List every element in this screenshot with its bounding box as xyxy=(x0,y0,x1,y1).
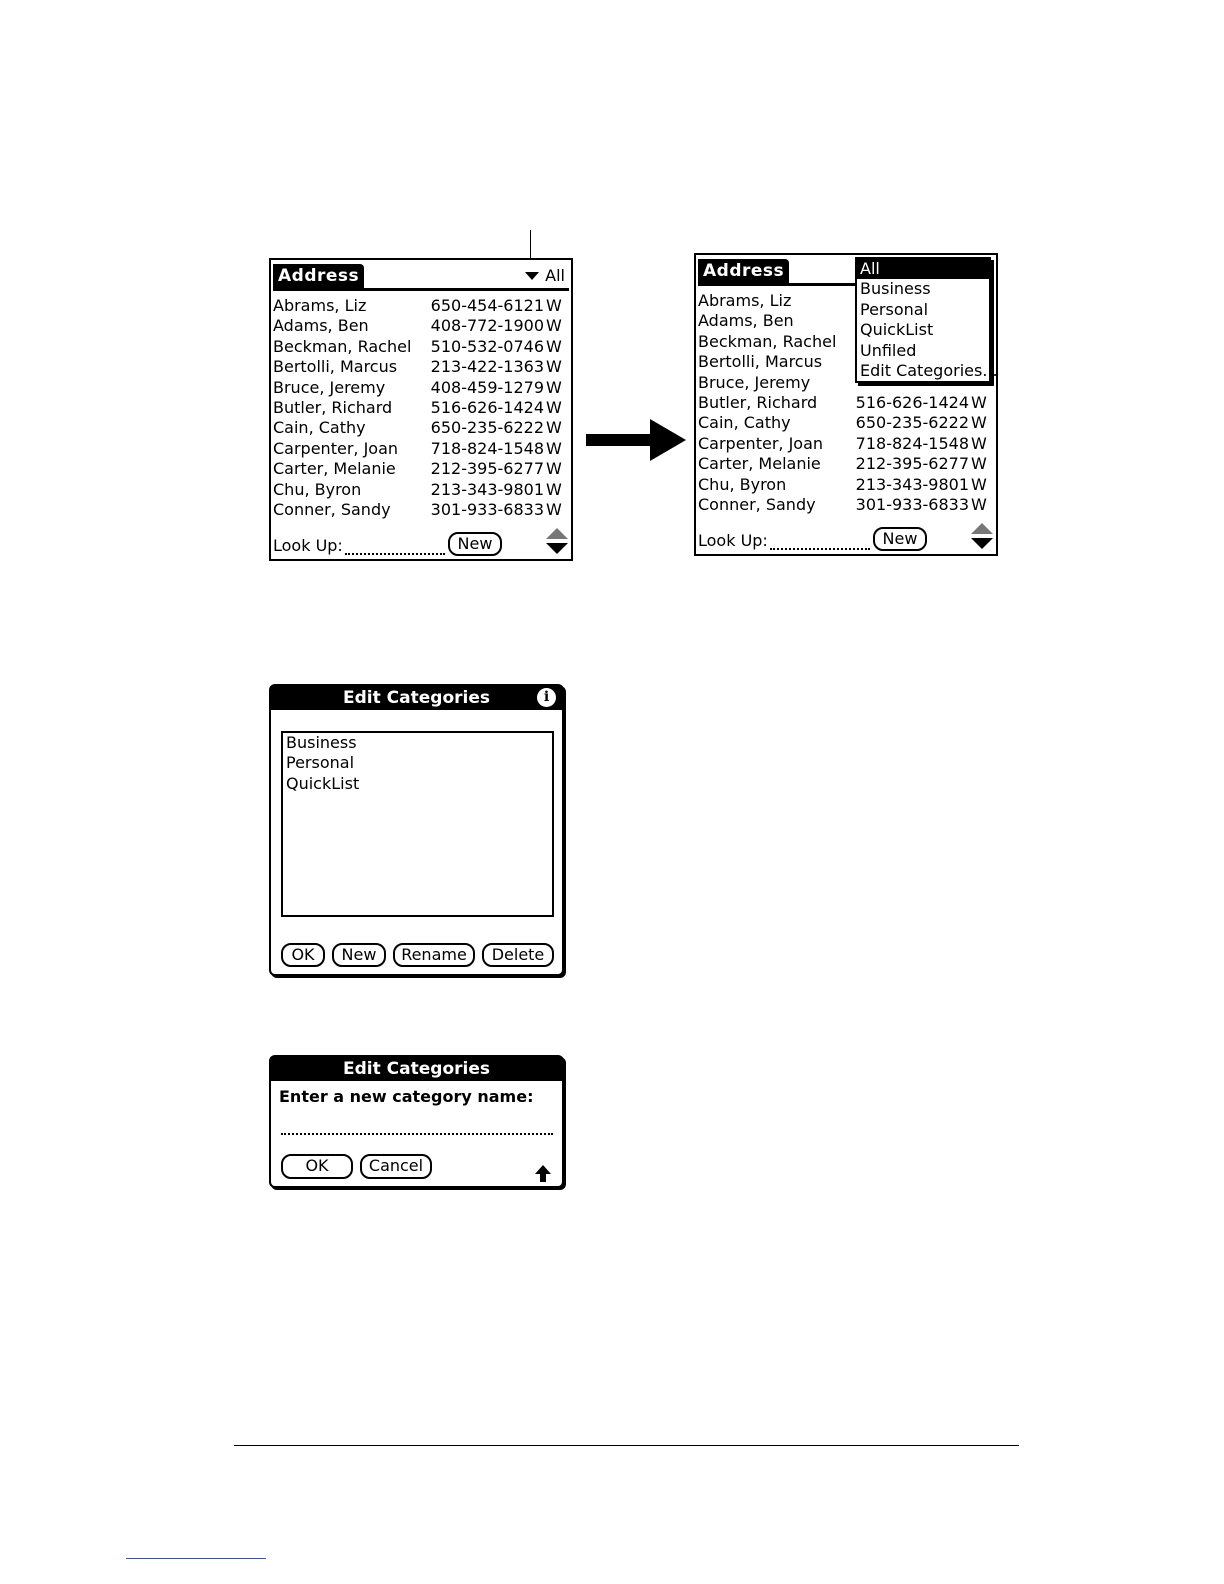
contact-name: Butler, Richard xyxy=(698,392,818,412)
contact-name: Carpenter, Joan xyxy=(698,433,824,453)
contact-name: Adams, Ben xyxy=(698,311,794,331)
list-item[interactable] xyxy=(698,454,987,474)
popup-item-all[interactable]: All xyxy=(857,259,989,279)
contact-phone: 408-459-1279 xyxy=(430,377,544,397)
lookup-label: Look Up: xyxy=(273,536,343,555)
title-rule xyxy=(273,288,569,291)
contact-name: Cain, Cathy xyxy=(273,418,366,438)
phone-type: W xyxy=(546,397,562,417)
contact-phone: 510-532-0746 xyxy=(430,336,544,356)
list-item[interactable] xyxy=(273,418,562,438)
footer-rule xyxy=(234,1445,1019,1446)
contact-phone: 516-626-1424 xyxy=(855,392,969,412)
contact-name: Beckman, Rachel xyxy=(698,331,837,351)
contact-name: Carpenter, Joan xyxy=(273,438,399,458)
list-item[interactable]: Personal xyxy=(286,753,355,773)
info-icon[interactable]: i xyxy=(537,688,556,707)
dialog-title xyxy=(271,686,562,710)
contact-phone: 213-422-1363 xyxy=(430,357,544,377)
category-popup xyxy=(855,257,998,383)
phone-type: W xyxy=(971,413,987,433)
popup-item-business[interactable]: Business xyxy=(860,279,931,299)
contact-name: Cain, Cathy xyxy=(698,413,791,433)
scroll-down-icon[interactable] xyxy=(546,543,568,554)
phone-type: W xyxy=(546,418,562,438)
contact-name: Abrams, Liz xyxy=(698,291,792,310)
category-trigger[interactable] xyxy=(525,266,565,286)
app-title: Address xyxy=(698,259,789,283)
new-button[interactable]: New xyxy=(873,527,927,551)
popup-item-quicklist[interactable]: QuickList xyxy=(860,320,934,340)
contact-name: Butler, Richard xyxy=(273,397,393,417)
list-item[interactable] xyxy=(273,499,562,520)
contact-phone: 650-454-6121 xyxy=(430,296,544,315)
contact-name: Bruce, Jeremy xyxy=(698,372,811,392)
list-item[interactable] xyxy=(698,494,987,515)
new-category-button[interactable]: New xyxy=(332,943,386,967)
contact-name: Conner, Sandy xyxy=(273,499,391,519)
shift-arrow-head xyxy=(535,1165,551,1174)
contact-name: Chu, Byron xyxy=(273,479,362,499)
scroll-up-icon[interactable] xyxy=(546,528,568,539)
list-item[interactable] xyxy=(698,474,987,495)
contact-phone: 718-824-1548 xyxy=(430,438,544,458)
contact-name: Chu, Byron xyxy=(698,474,787,494)
phone-type: W xyxy=(971,494,987,514)
scroll-up-icon[interactable] xyxy=(971,523,993,534)
lookup-label: Look Up: xyxy=(698,531,768,550)
contact-name: Bertolli, Marcus xyxy=(698,352,823,372)
contact-name: Conner, Sandy xyxy=(698,494,816,514)
phone-type: W xyxy=(546,296,562,315)
phone-type: W xyxy=(546,499,562,519)
contact-phone: 516-626-1424 xyxy=(430,397,544,417)
new-category-prompt: Enter a new category name: xyxy=(279,1087,534,1106)
phone-type: W xyxy=(546,316,562,336)
list-item[interactable] xyxy=(273,479,562,500)
phone-type: W xyxy=(971,433,987,453)
list-item[interactable]: QuickList xyxy=(286,773,360,793)
lookup-input[interactable] xyxy=(770,534,870,550)
phone-type: W xyxy=(546,479,562,499)
contact-phone: 213-343-9801 xyxy=(430,479,544,499)
dialog-title-text: Edit Categories xyxy=(343,688,490,708)
dropdown-arrow-icon xyxy=(525,272,539,280)
phone-type: W xyxy=(546,438,562,458)
list-item[interactable] xyxy=(273,397,562,418)
app-title: Address xyxy=(273,264,364,288)
list-item[interactable] xyxy=(273,377,562,398)
list-item[interactable] xyxy=(698,392,987,413)
new-button[interactable]: New xyxy=(448,532,502,556)
contact-phone: 408-772-1900 xyxy=(430,316,544,336)
rename-button[interactable]: Rename xyxy=(393,943,475,967)
lookup-input[interactable] xyxy=(345,539,445,555)
new-category-dialog xyxy=(269,1055,564,1188)
contact-phone: 718-824-1548 xyxy=(855,433,969,453)
contact-name: Bertolli, Marcus xyxy=(273,357,398,377)
shift-arrow-stem xyxy=(540,1174,546,1182)
list-item[interactable] xyxy=(273,296,562,316)
edit-categories-dialog xyxy=(269,684,564,976)
phone-type: W xyxy=(546,357,562,377)
phone-type: W xyxy=(971,392,987,412)
category-name-input[interactable] xyxy=(281,1133,553,1135)
contact-name: Bruce, Jeremy xyxy=(273,377,386,397)
popup-item-personal[interactable]: Personal xyxy=(860,299,929,319)
contact-name: Adams, Ben xyxy=(273,316,369,336)
contact-name: Abrams, Liz xyxy=(273,296,367,315)
title-bar xyxy=(271,260,571,292)
list-item[interactable] xyxy=(273,316,562,336)
lookup-field[interactable] xyxy=(698,531,870,550)
scroll-arrows[interactable] xyxy=(546,528,568,558)
contact-phone: 212-395-6277 xyxy=(855,454,969,474)
contact-name: Carter, Melanie xyxy=(273,459,396,479)
list-item[interactable] xyxy=(273,357,562,377)
shift-indicator-icon xyxy=(535,1165,551,1183)
list-item[interactable] xyxy=(273,459,562,479)
list-item[interactable]: Business xyxy=(286,733,357,752)
transition-arrow-shaft xyxy=(586,434,652,446)
contact-phone: 301-933-6833 xyxy=(855,494,969,514)
popup-item-unfiled[interactable]: Unfiled xyxy=(860,340,917,360)
contact-list xyxy=(273,296,562,520)
list-item[interactable] xyxy=(698,413,987,433)
contact-phone: 212-395-6277 xyxy=(430,459,544,479)
ok-button[interactable]: OK xyxy=(281,943,325,967)
phone-type: W xyxy=(546,377,562,397)
footer-link-underline xyxy=(126,1558,266,1559)
list-item[interactable] xyxy=(273,438,562,459)
phone-type: W xyxy=(971,454,987,474)
ok-button[interactable]: OK xyxy=(281,1154,353,1179)
contact-phone: 650-235-6222 xyxy=(855,413,969,433)
phone-type: W xyxy=(546,459,562,479)
category-list xyxy=(281,731,554,917)
dialog-title: Edit Categories xyxy=(271,1057,562,1081)
scroll-down-icon[interactable] xyxy=(971,538,993,549)
contact-name: Carter, Melanie xyxy=(698,454,821,474)
category-trigger-label: All xyxy=(545,266,565,285)
address-screen-right xyxy=(694,253,998,556)
address-screen-left xyxy=(269,258,573,561)
popup-item-edit-categories[interactable]: Edit Categories... xyxy=(860,360,998,380)
delete-button[interactable]: Delete xyxy=(482,943,554,967)
contact-phone: 213-343-9801 xyxy=(855,474,969,494)
lookup-field[interactable] xyxy=(273,536,445,555)
list-item[interactable] xyxy=(698,433,987,454)
transition-arrow-icon xyxy=(650,419,686,461)
phone-type: W xyxy=(546,336,562,356)
contact-phone: 301-933-6833 xyxy=(430,499,544,519)
scroll-arrows[interactable] xyxy=(971,523,993,553)
cancel-button[interactable]: Cancel xyxy=(360,1154,432,1179)
contact-name: Beckman, Rachel xyxy=(273,336,412,356)
list-item[interactable] xyxy=(273,336,562,357)
contact-phone: 650-235-6222 xyxy=(430,418,544,438)
phone-type: W xyxy=(971,474,987,494)
